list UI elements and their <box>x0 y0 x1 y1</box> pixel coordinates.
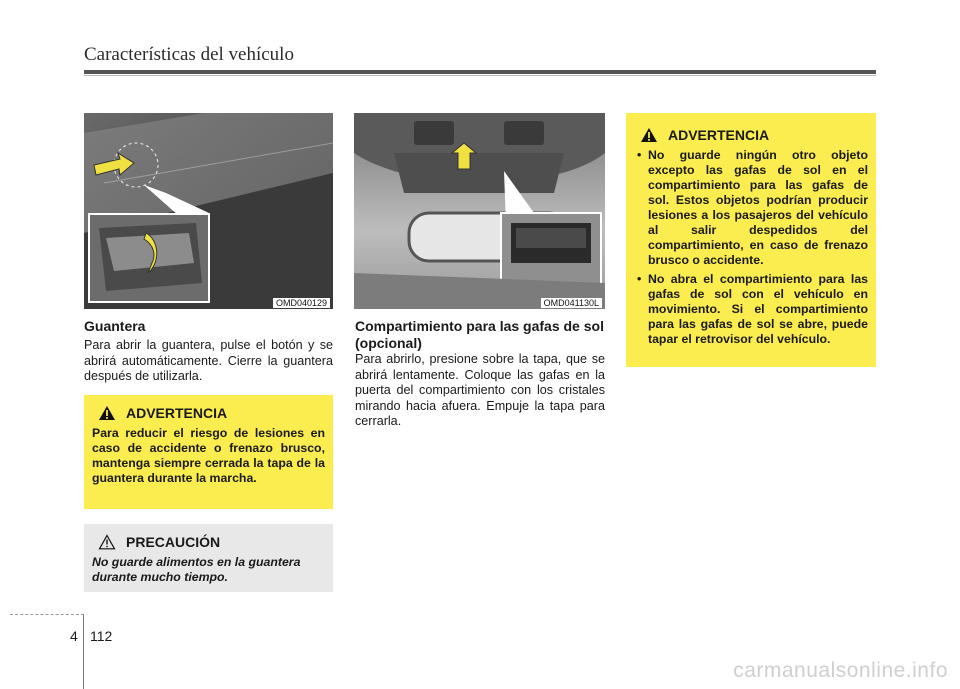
warning-title: ADVERTENCIA <box>668 127 770 143</box>
warning-item: • No guarde ningún otro objeto excepto las gafas de sol en el compartimiento para las gafas de sol. Estos objetos podrían producir lesiones a los pasajeros del vehículo al salir despedidos del compartimiento, en caso de frenazo brusco o accidente. <box>634 148 868 268</box>
watermark: carmanualsonline.info <box>733 659 948 682</box>
footer-page-number: 112 <box>90 628 113 644</box>
warning-list <box>634 148 868 347</box>
header-title: Características del vehículo <box>84 44 294 65</box>
warning-title: ADVERTENCIA <box>126 405 228 421</box>
photo-code: OMD040129 <box>273 298 330 308</box>
caution-box <box>84 524 333 592</box>
warning-box-gafas <box>626 113 876 367</box>
warning-triangle-icon <box>640 127 658 143</box>
section-title-gafas: Compartimiento para las gafas de sol (opcional) <box>355 318 604 351</box>
glovebox-photo <box>84 113 333 309</box>
footer-rule-h <box>10 614 84 615</box>
caution-header <box>98 534 325 550</box>
sunglasses-holder-photo <box>354 113 605 309</box>
warning-box-guantera <box>84 395 333 509</box>
warning-triangle-icon <box>98 405 116 421</box>
warning-item: • No abra el compartimiento para las gafas de sol con el vehículo en movimiento. Si el compartimiento para las gafas de sol se abre, puede tapar el retrovisor del vehículo. <box>634 272 868 347</box>
photo-code: OMD041130L <box>541 298 602 308</box>
caution-text: No guarde alimentos en la guantera durante mucho tiempo. <box>92 555 301 584</box>
warning-header <box>640 127 868 143</box>
caution-title: PRECAUCIÓN <box>126 534 221 550</box>
warning-text: Para reducir el riesgo de lesiones en caso de accidente o frenazo brusco, mantenga siempre cerrada la tapa de la guantera durante la marcha. <box>92 426 325 485</box>
warning-header <box>98 405 325 421</box>
header-rule <box>84 70 876 74</box>
body-text-guantera: Para abrir la guantera, pulse el botón y se abrirá automáticamente. Cierre la guantera después de utilizarla. <box>84 338 333 383</box>
header-rule-thin <box>84 75 876 76</box>
body-text-gafas: Para abrirlo, presione sobre la tapa, que se abrirá lentamente. Coloque las gafas en la puerta del compartimiento con los cristales mirando hacia afuera. Empuje la tapa para cerrarla. <box>355 352 605 428</box>
footer-rule-v <box>83 614 84 689</box>
section-title-guantera: Guantera <box>84 318 146 334</box>
footer-chapter: 4 <box>70 628 78 644</box>
caution-triangle-icon <box>98 534 116 550</box>
